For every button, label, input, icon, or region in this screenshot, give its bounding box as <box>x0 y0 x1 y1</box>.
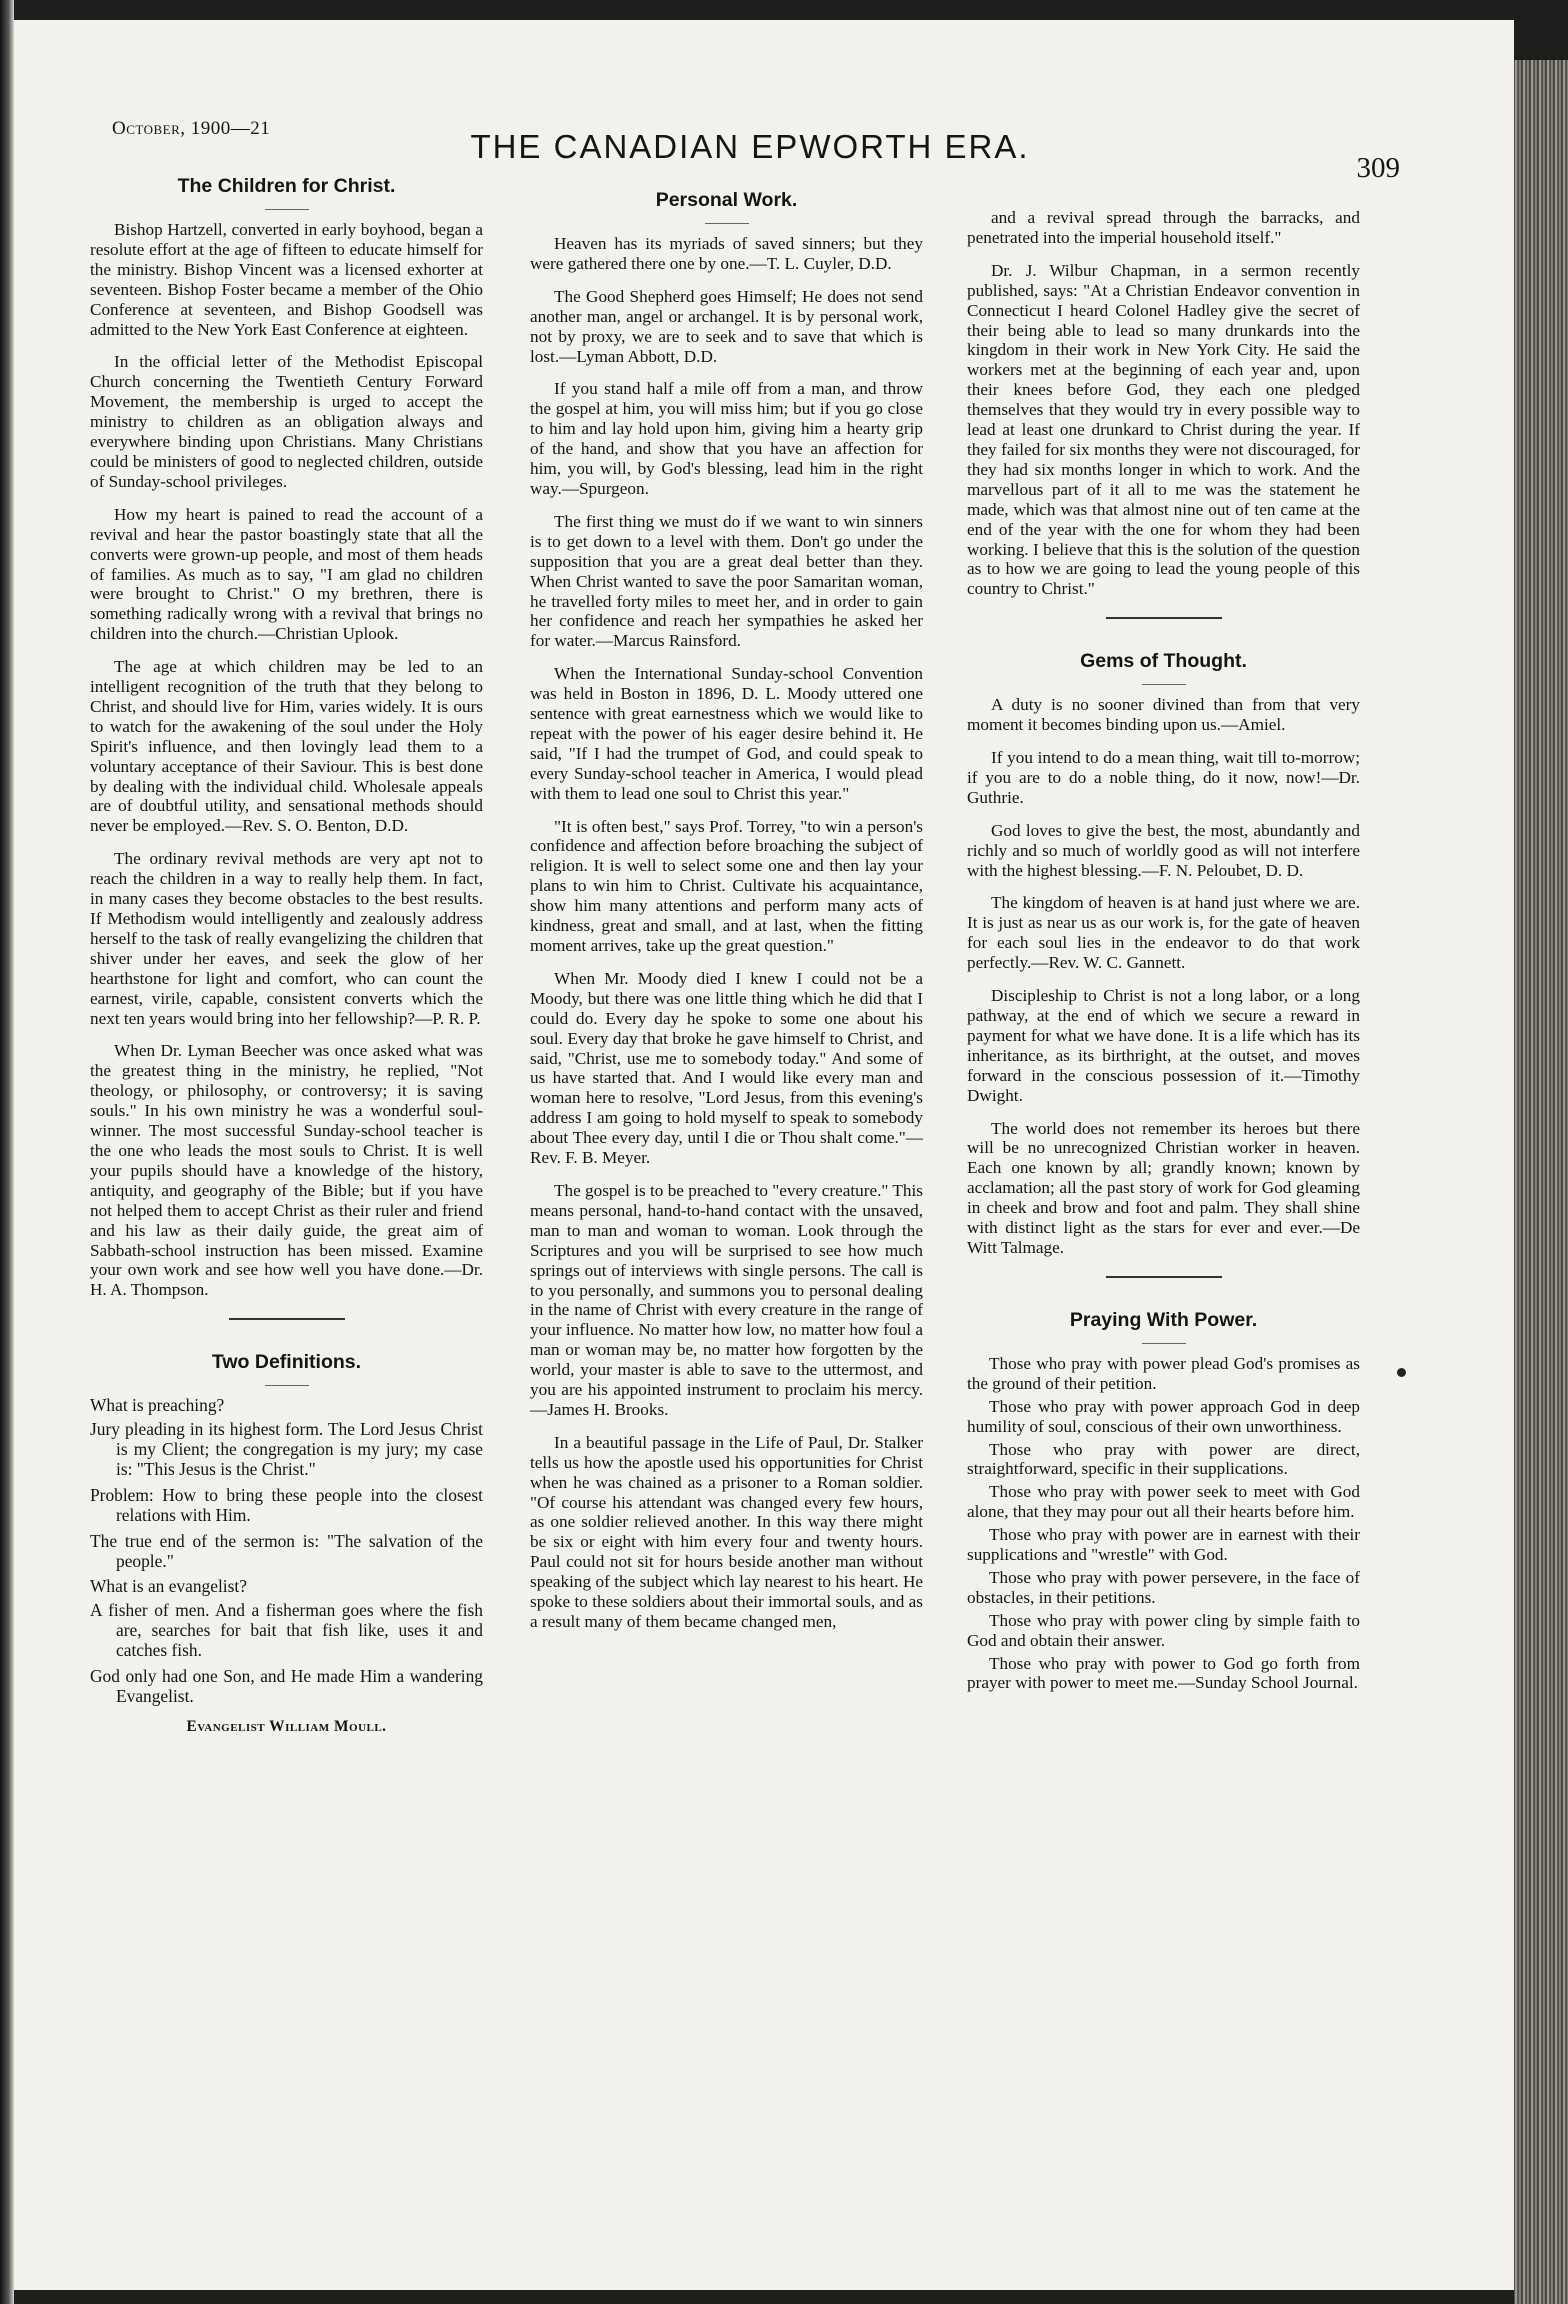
paragraph: Heaven has its myriads of saved sinners; but they were gathered there one by one.—T. L. Cuyler, D.D. <box>530 234 923 273</box>
article-title-gems: Gems of Thought. <box>967 649 1360 673</box>
masthead-title: THE CANADIAN EPWORTH ERA. <box>470 128 1030 165</box>
section-divider <box>1106 617 1222 619</box>
paragraph: When the International Sunday-school Convention was held in Boston in 1896, D. L. Moody uttered one sentence with great earnestness which we would like to repeat with the power of his eager desire behind it. He said, "If I had the trumpet of God, and could speak to every Sunday-school teacher in America, I would plead with them to lead one soul to Christ this year." <box>530 664 923 803</box>
paragraph: Those who pray with power are in earnest with their supplications and "wrestle" with God. <box>967 1525 1360 1565</box>
issue-date: October, 1900—21 <box>112 118 271 139</box>
paragraph: Those who pray with power persevere, in the face of obstacles, in their petitions. <box>967 1567 1360 1607</box>
page-header <box>100 88 1400 184</box>
article-title-definitions: Two Definitions. <box>90 1350 483 1374</box>
column-3 <box>967 208 1360 1696</box>
paragraph: Bishop Hartzell, converted in early boyhood, began a resolute effort at the age of fifteen to educate himself for the ministry. Bishop Vincent was a licensed exhorter at seventeen. Bishop Foster became a member of the Ohio Conference at seventeen, and Bishop Goodsell was admitted to the New York East Conference at eighteen. <box>90 220 483 339</box>
paragraph: The kingdom of heaven is at hand just where we are. It is just as near us as our work is, for the gate of heaven for each soul lies in the endeavor to do that work perfectly.—Rev. W. C. Gannett. <box>967 893 1360 973</box>
paragraph: Those who pray with power plead God's promises as the ground of their petition. <box>967 1353 1360 1393</box>
paragraph: Those who pray with power seek to meet with God alone, that they may pour out all their hearts before him. <box>967 1482 1360 1522</box>
paragraph: Those who pray with power cling by simple faith to God and obtain their answer. <box>967 1610 1360 1650</box>
two-definitions-section <box>90 1350 483 1737</box>
page-number: 309 <box>1356 152 1400 184</box>
paragraph: The gospel is to be preached to "every creature." This means personal, hand-to-hand contact with the unsaved, man to man and woman to woman. Look through the Scriptures and you will be surprised to see how much springs out of interviews with single persons. The call is to you personally, and summons you to personal dealing in the name of Christ with every creature in the range of your influence. No matter how low, no matter how foul a man or woman may be, no matter how forgotten by the world, your master is able to save to the uttermost, and you are his appointed instrument to proclaim his mercy.—James H. Brooks. <box>530 1180 923 1419</box>
paragraph: God loves to give the best, the most, abundantly and richly and so much of worldly good as will not interfere with the highest blessing.—F. N. Peloubet, D. D. <box>967 820 1360 880</box>
answer: A fisher of men. And a fisherman goes where the fish are, searches for bait that fish like, uses it and catches fish. <box>90 1600 483 1661</box>
paragraph: "It is often best," says Prof. Torrey, "to win a person's confidence and affection before broaching the subject of religion. It is well to select some one and then lay your plans to win him to Christ. Cultivate his acquaintance, show him many attentions and perform many acts of kindness, great and small, and at last, when the fitting moment arrives, take up the great question." <box>530 816 923 955</box>
article-title-personal-work: Personal Work. <box>530 188 923 212</box>
paragraph: and a revival spread through the barracks, and penetrated into the imperial household itself." <box>967 208 1360 247</box>
praying-with-power-section <box>967 1308 1360 1694</box>
article-title-praying: Praying With Power. <box>967 1308 1360 1332</box>
paragraph: Dr. J. Wilbur Chapman, in a sermon recently published, says: "At a Christian Endeavor convention in Connecticut I heard Colonel Hadley give the secret of their being able to lead so many drunkards into the kingdom in their work in New York City. He said the workers met at the beginning of each year and, upon their knees before God, they each one pledged themselves that they would try in every possible way to lead at least one drunkard to Christ during the year. If they failed for six months they were not discouraged, for they had six months longer in which to work. And the marvellous part of it all to me was the statement he made, which was that almost nine out of ten came at the end of the year with the one for whom they had been working. I believe that this is the solution of the question as to how we are going to lead the young people of this country to Christ." <box>967 260 1360 599</box>
paragraph: Those who pray with power approach God in deep humility of soul, conscious of their own unworthiness. <box>967 1396 1360 1436</box>
paragraph: In the official letter of the Methodist Episcopal Church concerning the Twentieth Century Forward Movement, the membership is urged to accept the ministry to children as an obligation always and everywhere binding upon Christians. Many Christians could be ministers of good to neglected children, outside of Sunday-school privileges. <box>90 352 483 491</box>
section-divider <box>1106 1276 1222 1278</box>
answer: God only had one Son, and He made Him a wandering Evangelist. <box>90 1666 483 1706</box>
ink-dot <box>1397 1368 1406 1377</box>
paragraph: The world does not remember its heroes but there will be no unrecognized Christian worker in heaven. Each one known by all; grandly known; known by acclamation; all the past story of work for God gleaming in cheek and brow and foot and palm. They shall shine with distinct light as the stars for ever and ever.—De Witt Talmage. <box>967 1118 1360 1257</box>
column-2 <box>530 188 923 1645</box>
book-edge <box>1514 60 1568 2304</box>
paragraph: The age at which children may be led to an intelligent recognition of the truth that they belong to Christ, and should live for Him, varies widely. It is ours to watch for the awakening of the soul under the Holy Spirit's influence, and then lovingly lead them to a voluntary acceptance of their Saviour. This is best done by dealing with the individual child. Wholesale appeals are of doubtful utility, and sensational methods should never be employed.—Rev. S. O. Benton, D.D. <box>90 657 483 836</box>
paragraph: Discipleship to Christ is not a long labor, or a long pathway, at the end of which we secure a reward in payment for what we have done. It is a life which has its inheritance, as its birthright, at the outset, and moves forward in the conscious possession of it.—Timothy Dwight. <box>967 986 1360 1105</box>
paragraph: When Mr. Moody died I knew I could not be a Moody, but there was one little thing which he did that I could do. Every day he spoke to some one about his soul. Every day that broke he gave himself to Christ, and said, "Christ, use me to somebody today." And some of us have started that. And I would like every man and woman here to resolve, "Lord Jesus, from this evening's address I am going to hold myself to speak to somebody about Thee every day, until I die or Thou shalt come."—Rev. F. B. Meyer. <box>530 968 923 1168</box>
signature: Evangelist William Moull. <box>186 1717 387 1735</box>
paragraph: If you stand half a mile off from a man, and throw the gospel at him, you will miss him; but if you go close to him and lay hold upon him, giving him a hearty grip of the hand, and show that you have an affection for him, you will, by God's blessing, lead him in the right way.—Spurgeon. <box>530 379 923 498</box>
article-title-children: The Children for Christ. <box>90 174 483 198</box>
answer: Problem: How to bring these people into the closest relations with Him. <box>90 1484 483 1525</box>
paragraph: If you intend to do a mean thing, wait till to-morrow; if you are to do a noble thing, do it now, now!—Dr. Guthrie. <box>967 748 1360 807</box>
section-divider <box>229 1318 345 1320</box>
paragraph: Those who pray with power to God go forth from prayer with power to meet me.—Sunday School Journal. <box>967 1653 1360 1693</box>
page-gutter-shadow <box>0 0 14 2304</box>
answer: Jury pleading in its highest form. The Lord Jesus Christ is my Client; the congregation is my jury; my case is: "This Jesus is the Christ." <box>90 1419 483 1479</box>
paragraph: The first thing we must do if we want to win sinners is to get down to a level with them. Don't go under the supposition that you are a great deal better than they. When Christ wanted to save the poor Samaritan woman, he travelled forty miles to meet her, and in order to gain her confidence and reach her sympathies he asked her for water.—Marcus Rainsford. <box>530 511 923 651</box>
paragraph: When Dr. Lyman Beecher was once asked what was the greatest thing in the ministry, he replied, "Not theology, or philosophy, or controversy; it is saving souls." In his own ministry he was a wonderful soul-winner. The most successful Sunday-school teacher is the one who leads the most souls to Christ. It is well your pupils should have a knowledge of the history, antiquity, and geography of the Bible; but if you have not helped them to accept Christ as their ruler and friend and his law as their daily guide, the great aim of Sabbath-school instruction has been missed. Examine your own work and see how well you have done.—Dr. H. A. Thompson. <box>90 1041 483 1300</box>
paragraph: In a beautiful passage in the Life of Paul, Dr. Stalker tells us how the apostle used his opportunities for Christ when he was chained as a prisoner to a Roman soldier. "Of course his attendant was changed every few hours, as one soldier relieved another. In this way there might be six or eight with him every four and twenty hours. Paul could not sit for hours beside another man without speaking of the subject which lay nearest to his heart. He spoke to these soldiers about their immortal souls, and as a result many of them became changed men, <box>530 1432 923 1631</box>
column-1 <box>90 174 483 1737</box>
answer: The true end of the sermon is: "The salvation of the people." <box>90 1530 483 1571</box>
paragraph: A duty is no sooner divined than from that very moment it becomes binding upon us.—Amiel. <box>967 695 1360 735</box>
question: What is preaching? <box>90 1395 225 1416</box>
paragraph: The Good Shepherd goes Himself; He does not send another man, angel or archangel. It is by personal work, not by proxy, we are to seek and to save that which is lost.—Lyman Abbott, D.D. <box>530 286 923 366</box>
paragraph: Those who pray with power are direct, straightforward, specific in their supplications. <box>967 1439 1360 1479</box>
question: What is an evangelist? <box>90 1576 247 1597</box>
paragraph: How my heart is pained to read the account of a revival and hear the pastor boastingly state that all the converts were grown-up people, and most of them heads of families. As much as to say, "I am glad no children were brought to Christ." O my brethren, there is something radically wrong with a revival that brings no children into the church.—Christian Uplook. <box>90 504 483 644</box>
paragraph: The ordinary revival methods are very apt not to reach the children in a way to really help them. In fact, in many cases they become obstacles to the best results. If Methodism would intelligently and zealously address herself to the task of really evangelizing the children that shiver under her eaves, and seek the glow of her hearthstone for light and comfort, who can count the earnest, virile, capable, consistent converts which the next ten years would bring into her fellowship?—P. R. P. <box>90 849 483 1028</box>
